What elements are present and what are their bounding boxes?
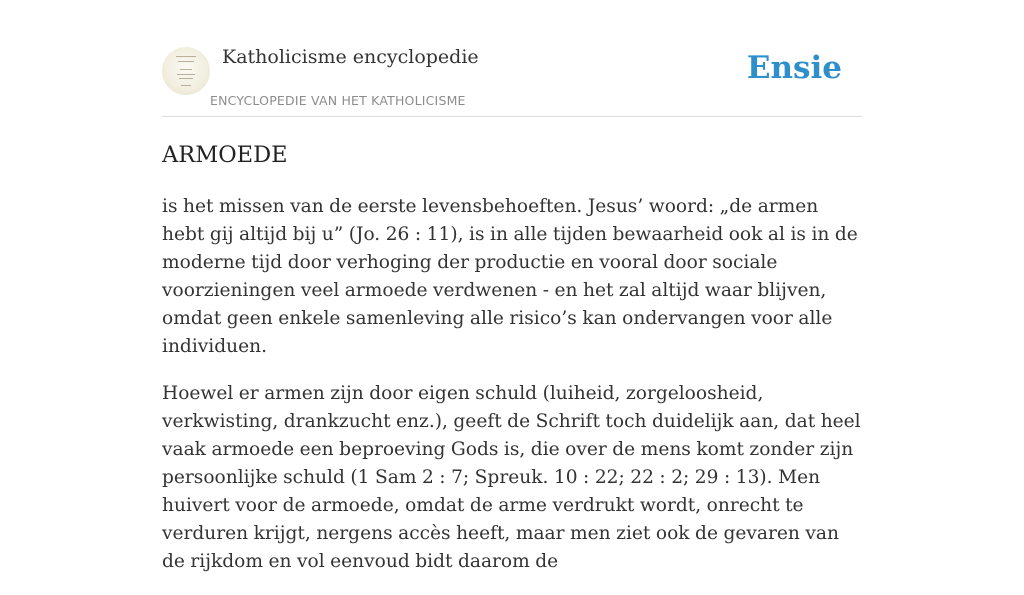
article-title: ARMOEDE — [162, 142, 288, 168]
book-cover-icon[interactable] — [162, 47, 210, 95]
site-name-link[interactable]: Katholicisme encyclopedie — [222, 46, 479, 68]
article-paragraph: Hoewel er armen zijn door eigen schuld (luiheid, zorgeloosheid, verkwisting, drankzucht enz.), geeft de Schrift toch duidelijk aan, dat heel vaak armoede een beproeving Gods is, die over de mens komt zonder zijn persoonlijke schuld (1 Sam 2 : 7; Spreuk. 10 : 22; 22 : 2; 29 : 13). Men huivert voor de armoede, omdat de arme verdrukt wordt, onrecht te verduren krijgt, nergens accès heeft, maar men ziet ook de gevaren van de rijkdom en vol eenvoud bidt daarom de — [162, 383, 861, 572]
article-paragraph: is het missen van de eerste levensbehoeften. Jesus’ woord: „de armen hebt gij altijd bij u” (Jo. 26 : 11), is in alle tijden bewaarheid ook al is in de moderne tijd door verhoging der productie en vooral door sociale voorzieningen veel armoede verdwenen - en het zal altijd waar blijven, omdat geen enkele samenleving alle risico’s kan ondervangen voor alle individuen. — [162, 196, 858, 357]
ensie-logo-link[interactable]: Ensie — [746, 50, 842, 86]
site-subtitle: ENCYCLOPEDIE VAN HET KATHOLICISME — [210, 93, 466, 108]
site-header — [162, 40, 862, 117]
article — [162, 140, 864, 595]
